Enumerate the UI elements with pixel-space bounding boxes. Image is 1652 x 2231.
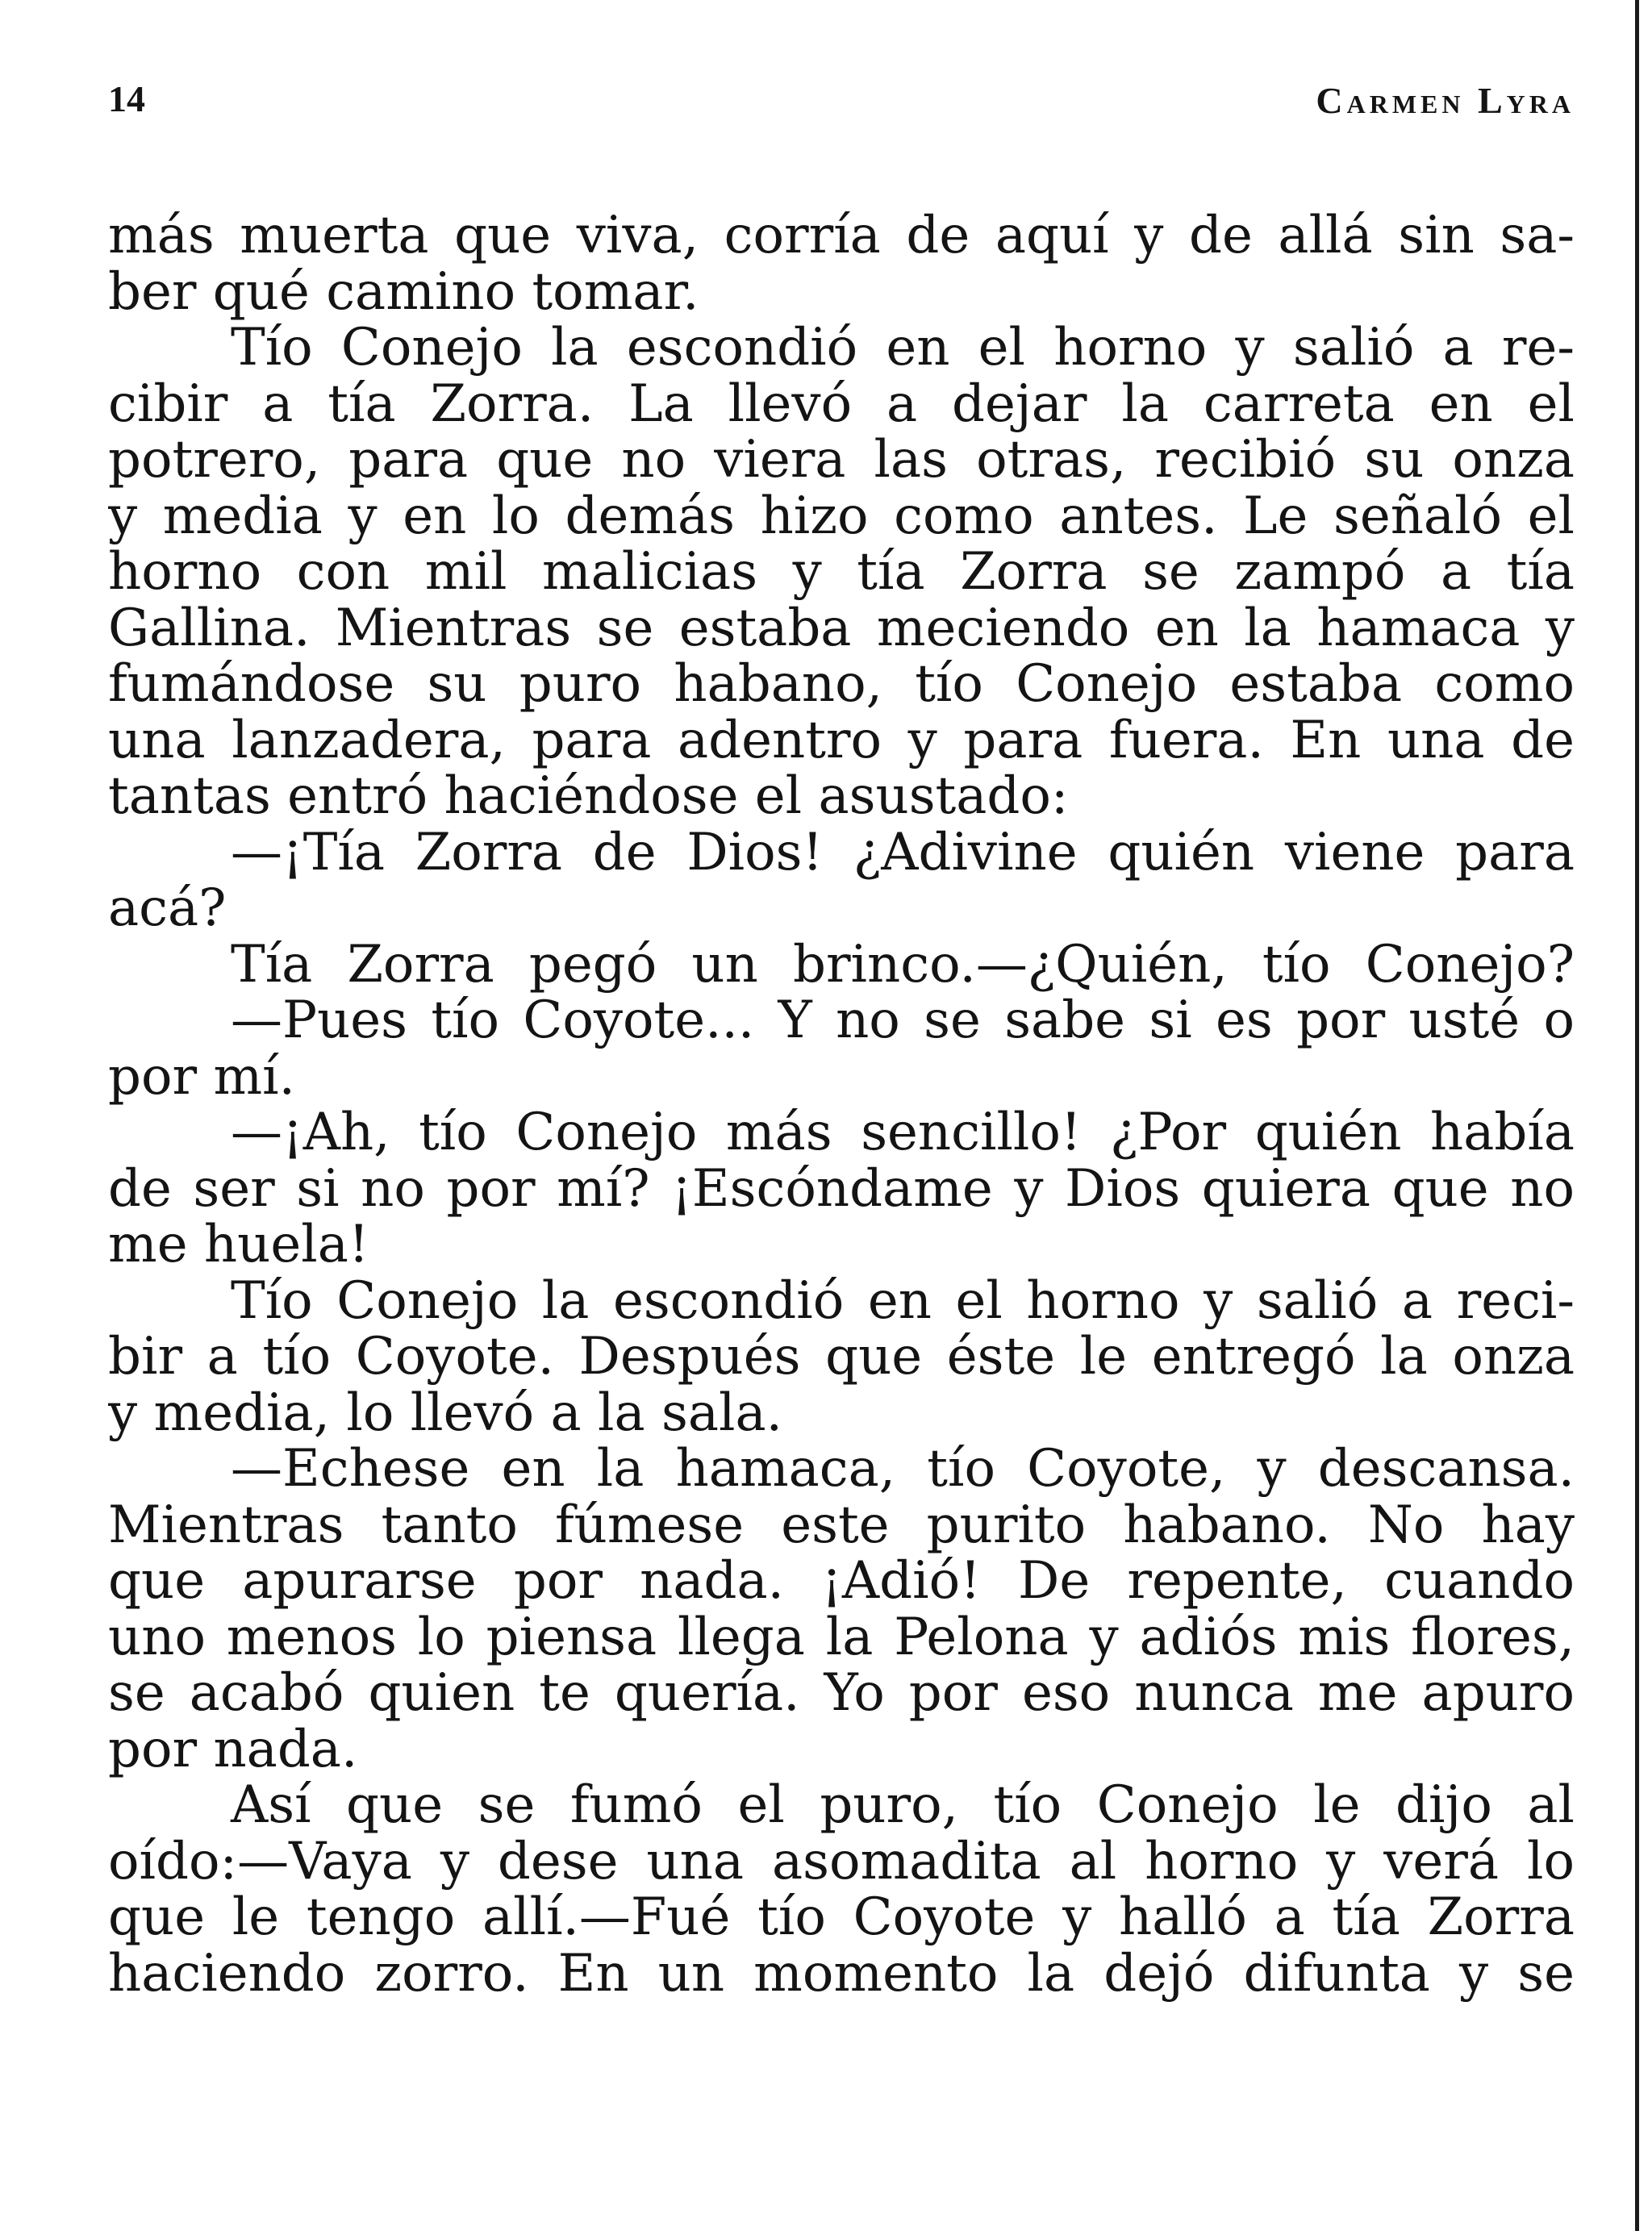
- text-line: se acabó quien te quería. Yo por eso nunca me apuro: [108, 1666, 1575, 1722]
- text-line: Mientras tanto fúmese este purito habano. No hay: [108, 1497, 1575, 1553]
- text-line: que apurarse por nada. ¡Adió! De repente, cuando: [108, 1553, 1575, 1610]
- page-edge-line: [1635, 0, 1639, 2231]
- text-line: Tía Zorra pegó un brinco.—¿Quién, tío Conejo?: [231, 936, 1575, 993]
- text-line: que le tengo allí.—Fué tío Coyote y halló a tía Zorra: [108, 1890, 1575, 1946]
- text-line: potrero, para que no viera las otras, recibió su onza: [108, 432, 1575, 489]
- text-line: Tío Conejo la escondió en el horno y salió a reci-: [231, 1273, 1575, 1329]
- text-line: —¡Ah, tío Conejo más sencillo! ¿Por quién había: [231, 1105, 1575, 1161]
- text-line: más muerta que viva, corría de aquí y de allá sin sa-: [108, 208, 1575, 265]
- text-line: cibir a tía Zorra. La llevó a dejar la carreta en el: [108, 376, 1575, 432]
- running-header: [108, 77, 1575, 142]
- text-line: ber qué camino tomar.: [108, 264, 699, 320]
- text-line: y media, lo llevó a la sala.: [108, 1385, 782, 1441]
- text-line: oído:—Vaya y dese una asomadita al horno y verá lo: [108, 1833, 1575, 1890]
- text-line: haciendo zorro. En un momento la dejó difunta y se: [108, 1945, 1575, 2002]
- text-line: de ser si no por mí? ¡Escóndame y Dios quiera que no: [108, 1161, 1575, 1217]
- text-line: —Pues tío Coyote... Y no se sabe si es por usté o: [231, 993, 1575, 1049]
- text-line: Tío Conejo la escondió en el horno y salió a re-: [231, 320, 1575, 377]
- text-line: —Echese en la hamaca, tío Coyote, y descansa.: [231, 1441, 1575, 1498]
- text-line: —¡Tía Zorra de Dios! ¿Adivine quién viene para: [231, 824, 1575, 881]
- text-line: Gallina. Mientras se estaba meciendo en la hamaca y: [108, 600, 1575, 657]
- text-line: Así que se fumó el puro, tío Conejo le dijo al: [231, 1778, 1575, 1834]
- text-line: fumándose su puro habano, tío Conejo estaba como: [108, 657, 1575, 713]
- text-line: y media y en lo demás hizo como antes. Le señaló el: [108, 488, 1575, 544]
- text-line: uno menos lo piensa llega la Pelona y adiós mis flores,: [108, 1609, 1575, 1666]
- body-text: [108, 208, 1575, 2002]
- text-line: horno con mil malicias y tía Zorra se zampó a tía: [108, 544, 1575, 601]
- text-line: tantas entró haciéndose el asustado:: [108, 769, 1069, 825]
- running-head-author: Carmen Lyra: [1316, 80, 1575, 121]
- page-number: 14: [108, 78, 145, 119]
- text-line: una lanzadera, para adentro y para fuera. En una de: [108, 712, 1575, 769]
- text-line: bir a tío Coyote. Después que éste le entregó la onza: [108, 1329, 1575, 1386]
- text-line: acá?: [108, 881, 227, 937]
- text-line: por mí.: [108, 1049, 295, 1105]
- text-line: me huela!: [108, 1217, 369, 1274]
- text-line: por nada.: [108, 1721, 358, 1778]
